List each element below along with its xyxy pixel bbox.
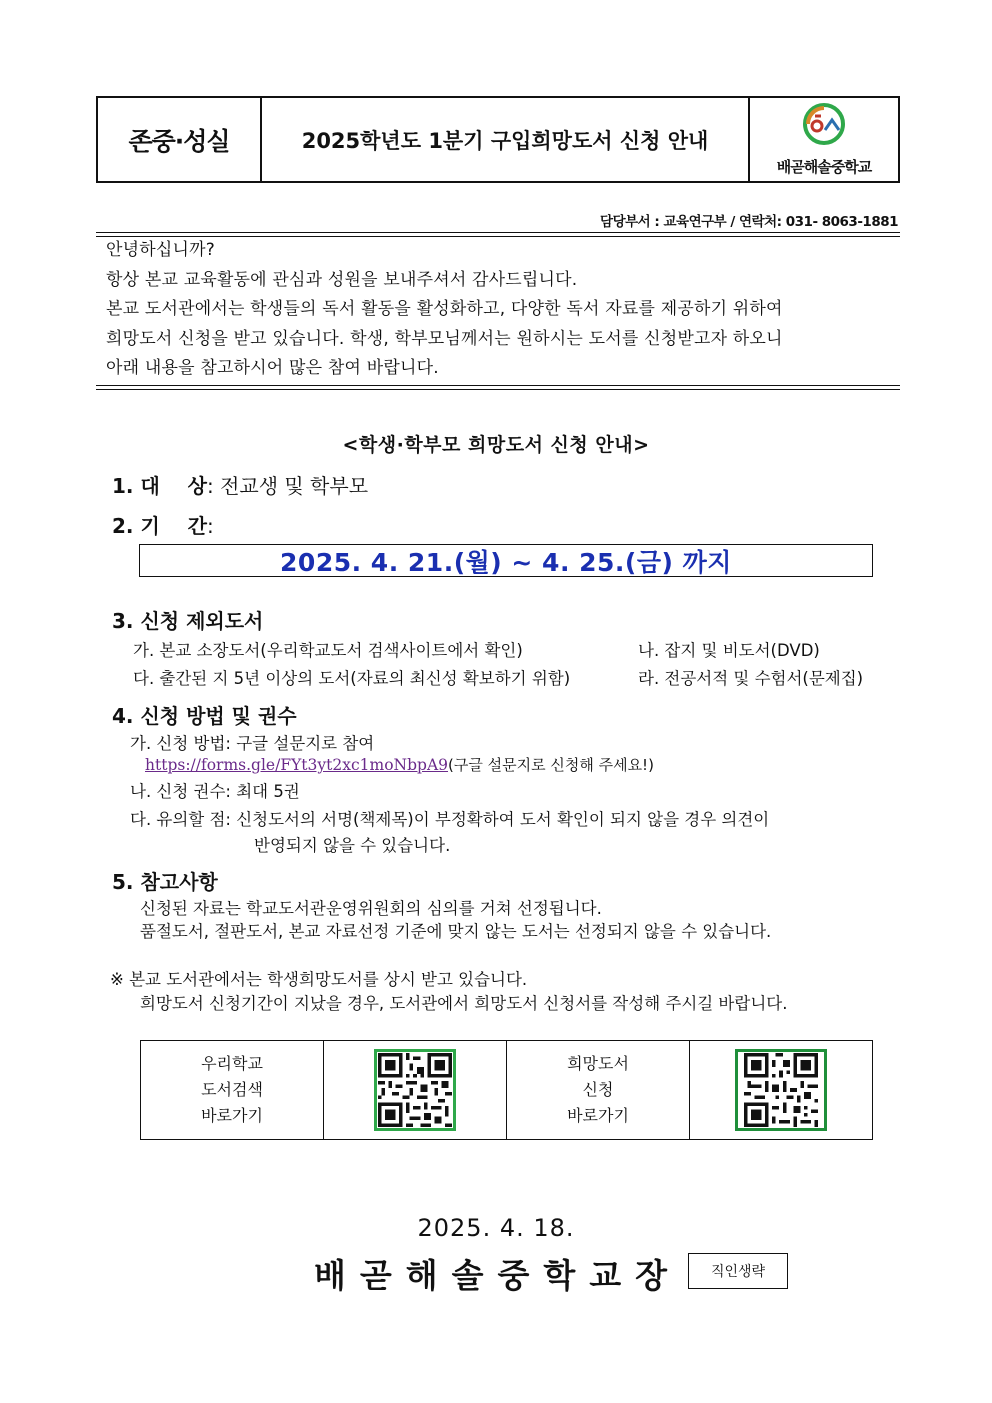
document-title: 2025학년도 1분기 구입희망도서 신청 안내 <box>262 98 750 181</box>
qr-label-book-request <box>507 1041 690 1139</box>
item-method-title: 4. 신청 방법 및 권수 <box>112 704 297 728</box>
school-logo <box>750 98 898 181</box>
item-target-label: 1. 대 상 <box>112 474 207 498</box>
qr-right-line: 바로가기 <box>567 1106 629 1125</box>
qr-code-icon <box>744 1053 818 1127</box>
principal-signature: 배곧해솔중학교장 <box>314 1256 682 1295</box>
method-b: 나. 신청 권수: 최대 5권 <box>130 782 300 801</box>
google-form-link[interactable]: https://forms.gle/FYt3yt2xc1moNbpA9 <box>145 756 449 774</box>
qr-right-line: 희망도서 <box>567 1054 629 1073</box>
issue-date: 2025. 4. 18. <box>417 1214 575 1242</box>
method-c2: 반영되지 않을 수 있습니다. <box>254 836 451 855</box>
notice-line2: 희망도서 신청기간이 지났을 경우, 도서관에서 희망도서 신청서를 작성해 주시길 바랍니다. <box>140 994 788 1013</box>
department-contact: 담당부서 : 교육연구부 / 연락처: 031- 8063-1881 <box>600 214 898 230</box>
qr-left-line: 바로가기 <box>201 1106 263 1125</box>
qr-cell-book-request <box>690 1041 872 1139</box>
intro-line: 본교 도서관에서는 학생들의 독서 활동을 활성화하고, 다양한 독서 자료를 제공하기 위하여 <box>106 299 783 319</box>
intro-line: 아래 내용을 참고하시어 많은 참여 바랍니다. <box>106 358 439 378</box>
item-period <box>112 510 214 539</box>
item-target-value: : 전교생 및 학부모 <box>206 474 369 498</box>
notes-line2: 품절도서, 절판도서, 본교 자료선정 기준에 맞지 않는 도서는 선정되지 않을 수 있습니다. <box>140 922 772 941</box>
exclusion-a: 가. 본교 소장도서(우리학교도서 검색사이트에서 확인) <box>133 641 523 660</box>
school-logo-text: 배곧해솔중학교 <box>776 158 872 176</box>
notes-line1: 신청된 자료는 학교도서관운영위원회의 심의를 거쳐 선정됩니다. <box>140 899 602 918</box>
method-a: 가. 신청 방법: 구글 설문지로 참여 <box>130 734 375 753</box>
notice-line1: ※ 본교 도서관에서는 학생희망도서를 상시 받고 있습니다. <box>110 970 528 989</box>
qr-table <box>140 1040 873 1140</box>
school-motto: 존중·성실 <box>98 98 262 181</box>
exclusion-c: 다. 출간된 지 5년 이상의 도서(자료의 최신성 확보하기 위함) <box>133 669 571 688</box>
item-period-colon: : <box>206 514 214 538</box>
book-request-qr-code[interactable] <box>735 1049 827 1131</box>
item-exclusions-title: 3. 신청 제외도서 <box>112 609 264 633</box>
method-c1: 다. 유의할 점: 신청도서의 서명(책제목)이 부정확하여 도서 확인이 되지 않을 경우 의견이 <box>130 810 770 829</box>
qr-code-icon <box>378 1053 452 1127</box>
intro-line: 항상 본교 교육활동에 관심과 성원을 보내주셔서 감사드립니다. <box>106 269 578 290</box>
method-link-line <box>145 754 654 775</box>
qr-left-line: 도서검색 <box>201 1080 263 1099</box>
exclusion-b: 나. 잡지 및 비도서(DVD) <box>638 641 820 660</box>
divider-bottom <box>96 385 900 390</box>
section-title: <학생·학부모 희망도서 신청 안내> <box>342 434 650 456</box>
period-box: 2025. 4. 21.(월) ~ 4. 25.(금) 까지 <box>139 544 873 577</box>
header-table <box>96 96 900 183</box>
qr-label-library-search <box>141 1041 324 1139</box>
qr-right-line: 신청 <box>582 1080 614 1099</box>
intro-line: 안녕하십니까? <box>106 240 215 260</box>
exclusion-d: 라. 전공서적 및 수험서(문제집) <box>638 669 864 688</box>
link-note: (구글 설문지로 신청해 주세요!) <box>448 756 654 774</box>
item-notes-title: 5. 참고사항 <box>112 870 218 894</box>
intro-line: 희망도서 신청을 받고 있습니다. 학생, 학부모님께서는 원하시는 도서를 신청받고자 하오니 <box>106 328 783 349</box>
seal-omitted-box: 직인생략 <box>688 1253 788 1289</box>
item-period-label: 2. 기 간 <box>112 514 207 538</box>
intro-paragraph <box>106 236 896 384</box>
library-search-qr-code[interactable] <box>374 1049 456 1131</box>
qr-cell-library-search <box>324 1041 507 1139</box>
qr-left-line: 우리학교 <box>201 1054 263 1073</box>
item-target <box>112 470 368 499</box>
school-emblem-icon <box>795 102 853 152</box>
